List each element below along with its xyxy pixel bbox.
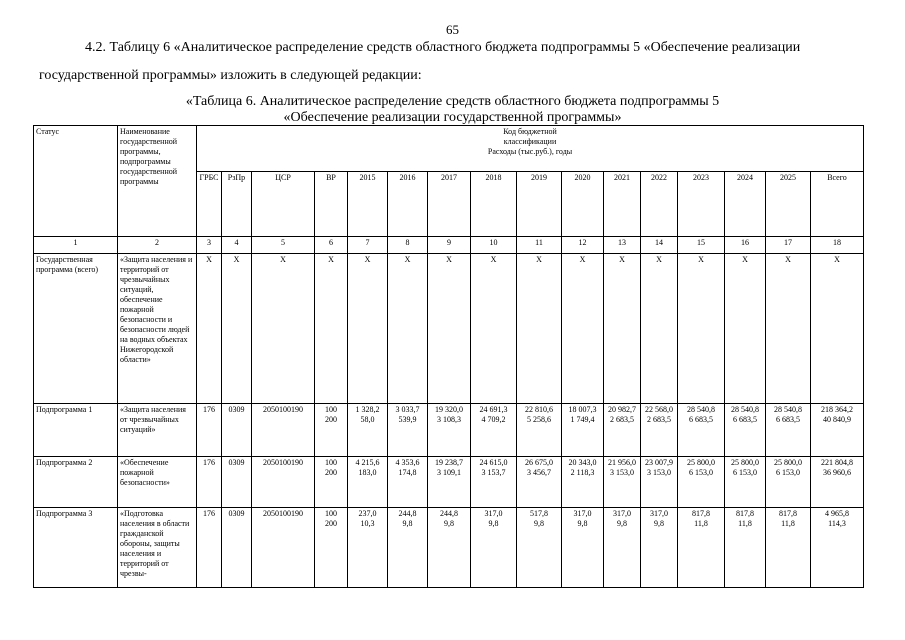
row-value-11: 26 675,0 3 456,7 [517, 457, 562, 508]
row-value-13: Х [604, 254, 641, 404]
row-value-12: Х [562, 254, 604, 404]
row-vr: 100 200 [315, 457, 348, 508]
row-value-14: 23 007,9 3 153,0 [641, 457, 678, 508]
row-rzpr: 0309 [222, 457, 252, 508]
row-value-9: Х [428, 254, 471, 404]
row-vr: 100 200 [315, 404, 348, 457]
row-value-17: 817,8 11,8 [766, 508, 811, 588]
header-group-code: Код бюджетной [503, 127, 557, 136]
row-value-13: 20 982,7 2 683,5 [604, 404, 641, 457]
header-status: Статус [34, 126, 118, 237]
row-value-13: 21 956,0 3 153,0 [604, 457, 641, 508]
col-number-16: 16 [725, 237, 766, 254]
row-value-16: 25 800,0 6 153,0 [725, 457, 766, 508]
header-col-13: 2021 [604, 172, 641, 237]
row-value-7: 237,0 10,3 [348, 508, 388, 588]
header-name: Наименование государственной программы, подпрограммы государственной программы [118, 126, 197, 237]
header-col-18: Всего [811, 172, 864, 237]
row-value-18: Х [811, 254, 864, 404]
row-name: «Защита населения и территорий от чрезвычайных ситуаций, обеспечение пожарной безопасности и безопасности людей на водных объектах Нижегородской области» [118, 254, 197, 404]
row-value-10: Х [471, 254, 517, 404]
row-value-8: 244,8 9,8 [388, 508, 428, 588]
row-value-14: 317,0 9,8 [641, 508, 678, 588]
header-col-16: 2024 [725, 172, 766, 237]
row-value-10: 317,0 9,8 [471, 508, 517, 588]
col-number-11: 11 [517, 237, 562, 254]
row-value-11: 517,8 9,8 [517, 508, 562, 588]
col-number-6: 6 [315, 237, 348, 254]
table-title-line-2: «Обеспечение реализации государственной программы» [283, 110, 622, 125]
col-number-7: 7 [348, 237, 388, 254]
row-status: Подпрограмма 3 [34, 508, 118, 588]
col-number-18: 18 [811, 237, 864, 254]
table-row [34, 254, 864, 404]
header-col-8: 2016 [388, 172, 428, 237]
row-value-18: 4 965,8 114,3 [811, 508, 864, 588]
col-number-5: 5 [252, 237, 315, 254]
header-col-10: 2018 [471, 172, 517, 237]
page-number: 65 [446, 22, 459, 37]
row-rzpr: 0309 [222, 404, 252, 457]
header-col-4: РзПр [222, 172, 252, 237]
row-value-12: 20 343,0 2 118,3 [562, 457, 604, 508]
row-rzpr: 0309 [222, 508, 252, 588]
intro-line-1: 4.2. Таблицу 6 «Аналитическое распределение средств областного бюджета подпрограммы 5 «Обеспечение реализации [85, 40, 801, 55]
row-value-18: 221 804,8 36 960,6 [811, 457, 864, 508]
table-row [34, 457, 864, 508]
header-group-class: классификации [503, 137, 557, 146]
row-csr: 2050100190 [252, 457, 315, 508]
col-number-1: 1 [34, 237, 118, 254]
row-status: Подпрограмма 2 [34, 457, 118, 508]
row-value-8: Х [388, 254, 428, 404]
col-number-10: 10 [471, 237, 517, 254]
col-number-3: 3 [197, 237, 222, 254]
row-grbs: Х [197, 254, 222, 404]
row-rzpr: Х [222, 254, 252, 404]
row-value-12: 317,0 9,8 [562, 508, 604, 588]
header-col-9: 2017 [428, 172, 471, 237]
row-value-9: 19 320,0 3 108,3 [428, 404, 471, 457]
table-row [34, 404, 864, 457]
row-value-7: 1 328,2 58,0 [348, 404, 388, 457]
row-value-16: 28 540,8 6 683,5 [725, 404, 766, 457]
row-value-7: Х [348, 254, 388, 404]
row-status: Государственная программа (всего) [34, 254, 118, 404]
row-csr: 2050100190 [252, 404, 315, 457]
header-col-15: 2023 [678, 172, 725, 237]
row-vr: Х [315, 254, 348, 404]
row-value-11: Х [517, 254, 562, 404]
header-col-14: 2022 [641, 172, 678, 237]
row-grbs: 176 [197, 457, 222, 508]
column-number-row [34, 237, 864, 254]
header-col-17: 2025 [766, 172, 811, 237]
row-grbs: 176 [197, 404, 222, 457]
row-value-9: 244,8 9,8 [428, 508, 471, 588]
row-value-14: 22 568,0 2 683,5 [641, 404, 678, 457]
row-value-17: 28 540,8 6 683,5 [766, 404, 811, 457]
row-value-15: 25 800,0 6 153,0 [678, 457, 725, 508]
col-number-9: 9 [428, 237, 471, 254]
row-value-18: 218 364,2 40 840,9 [811, 404, 864, 457]
header-group [197, 126, 864, 172]
row-value-10: 24 615,0 3 153,7 [471, 457, 517, 508]
row-value-9: 19 238,7 3 109,1 [428, 457, 471, 508]
header-col-7: 2015 [348, 172, 388, 237]
row-value-12: 18 007,3 1 749,4 [562, 404, 604, 457]
header-col-6: ВР [315, 172, 348, 237]
row-status: Подпрограмма 1 [34, 404, 118, 457]
header-col-11: 2019 [517, 172, 562, 237]
row-vr: 100 200 [315, 508, 348, 588]
row-value-13: 317,0 9,8 [604, 508, 641, 588]
row-value-15: 817,8 11,8 [678, 508, 725, 588]
header-col-3: ГРБС [197, 172, 222, 237]
row-value-15: Х [678, 254, 725, 404]
row-name: «Подготовка населения в области гражданской обороны, защиты населения и территорий от чрезвы- [118, 508, 197, 588]
header-row-top [34, 126, 864, 172]
row-value-11: 22 810,6 5 258,6 [517, 404, 562, 457]
col-number-13: 13 [604, 237, 641, 254]
col-number-2: 2 [118, 237, 197, 254]
row-csr: 2050100190 [252, 508, 315, 588]
row-value-8: 4 353,6 174,8 [388, 457, 428, 508]
intro-line-2: государственной программы» изложить в следующей редакции: [39, 68, 422, 83]
header-col-5: ЦСР [252, 172, 315, 237]
col-number-4: 4 [222, 237, 252, 254]
col-number-15: 15 [678, 237, 725, 254]
row-value-14: Х [641, 254, 678, 404]
row-csr: Х [252, 254, 315, 404]
row-value-16: 817,8 11,8 [725, 508, 766, 588]
col-number-8: 8 [388, 237, 428, 254]
row-value-7: 4 215,6 183,0 [348, 457, 388, 508]
table-row [34, 508, 864, 588]
header-group-expenses: Расходы (тыс.руб.), годы [487, 147, 573, 156]
row-grbs: 176 [197, 508, 222, 588]
row-value-10: 24 691,3 4 709,2 [471, 404, 517, 457]
budget-table [33, 125, 864, 588]
row-name: «Защита населения от чрезвычайных ситуаций» [118, 404, 197, 457]
row-value-15: 28 540,8 6 683,5 [678, 404, 725, 457]
col-number-12: 12 [562, 237, 604, 254]
row-value-8: 3 033,7 539,9 [388, 404, 428, 457]
row-name: «Обеспечение пожарной безопасности» [118, 457, 197, 508]
col-number-14: 14 [641, 237, 678, 254]
row-value-17: Х [766, 254, 811, 404]
row-value-16: Х [725, 254, 766, 404]
table-title-line-1: «Таблица 6. Аналитическое распределение средств областного бюджета подпрограммы 5 [185, 94, 720, 109]
header-col-12: 2020 [562, 172, 604, 237]
col-number-17: 17 [766, 237, 811, 254]
row-value-17: 25 800,0 6 153,0 [766, 457, 811, 508]
